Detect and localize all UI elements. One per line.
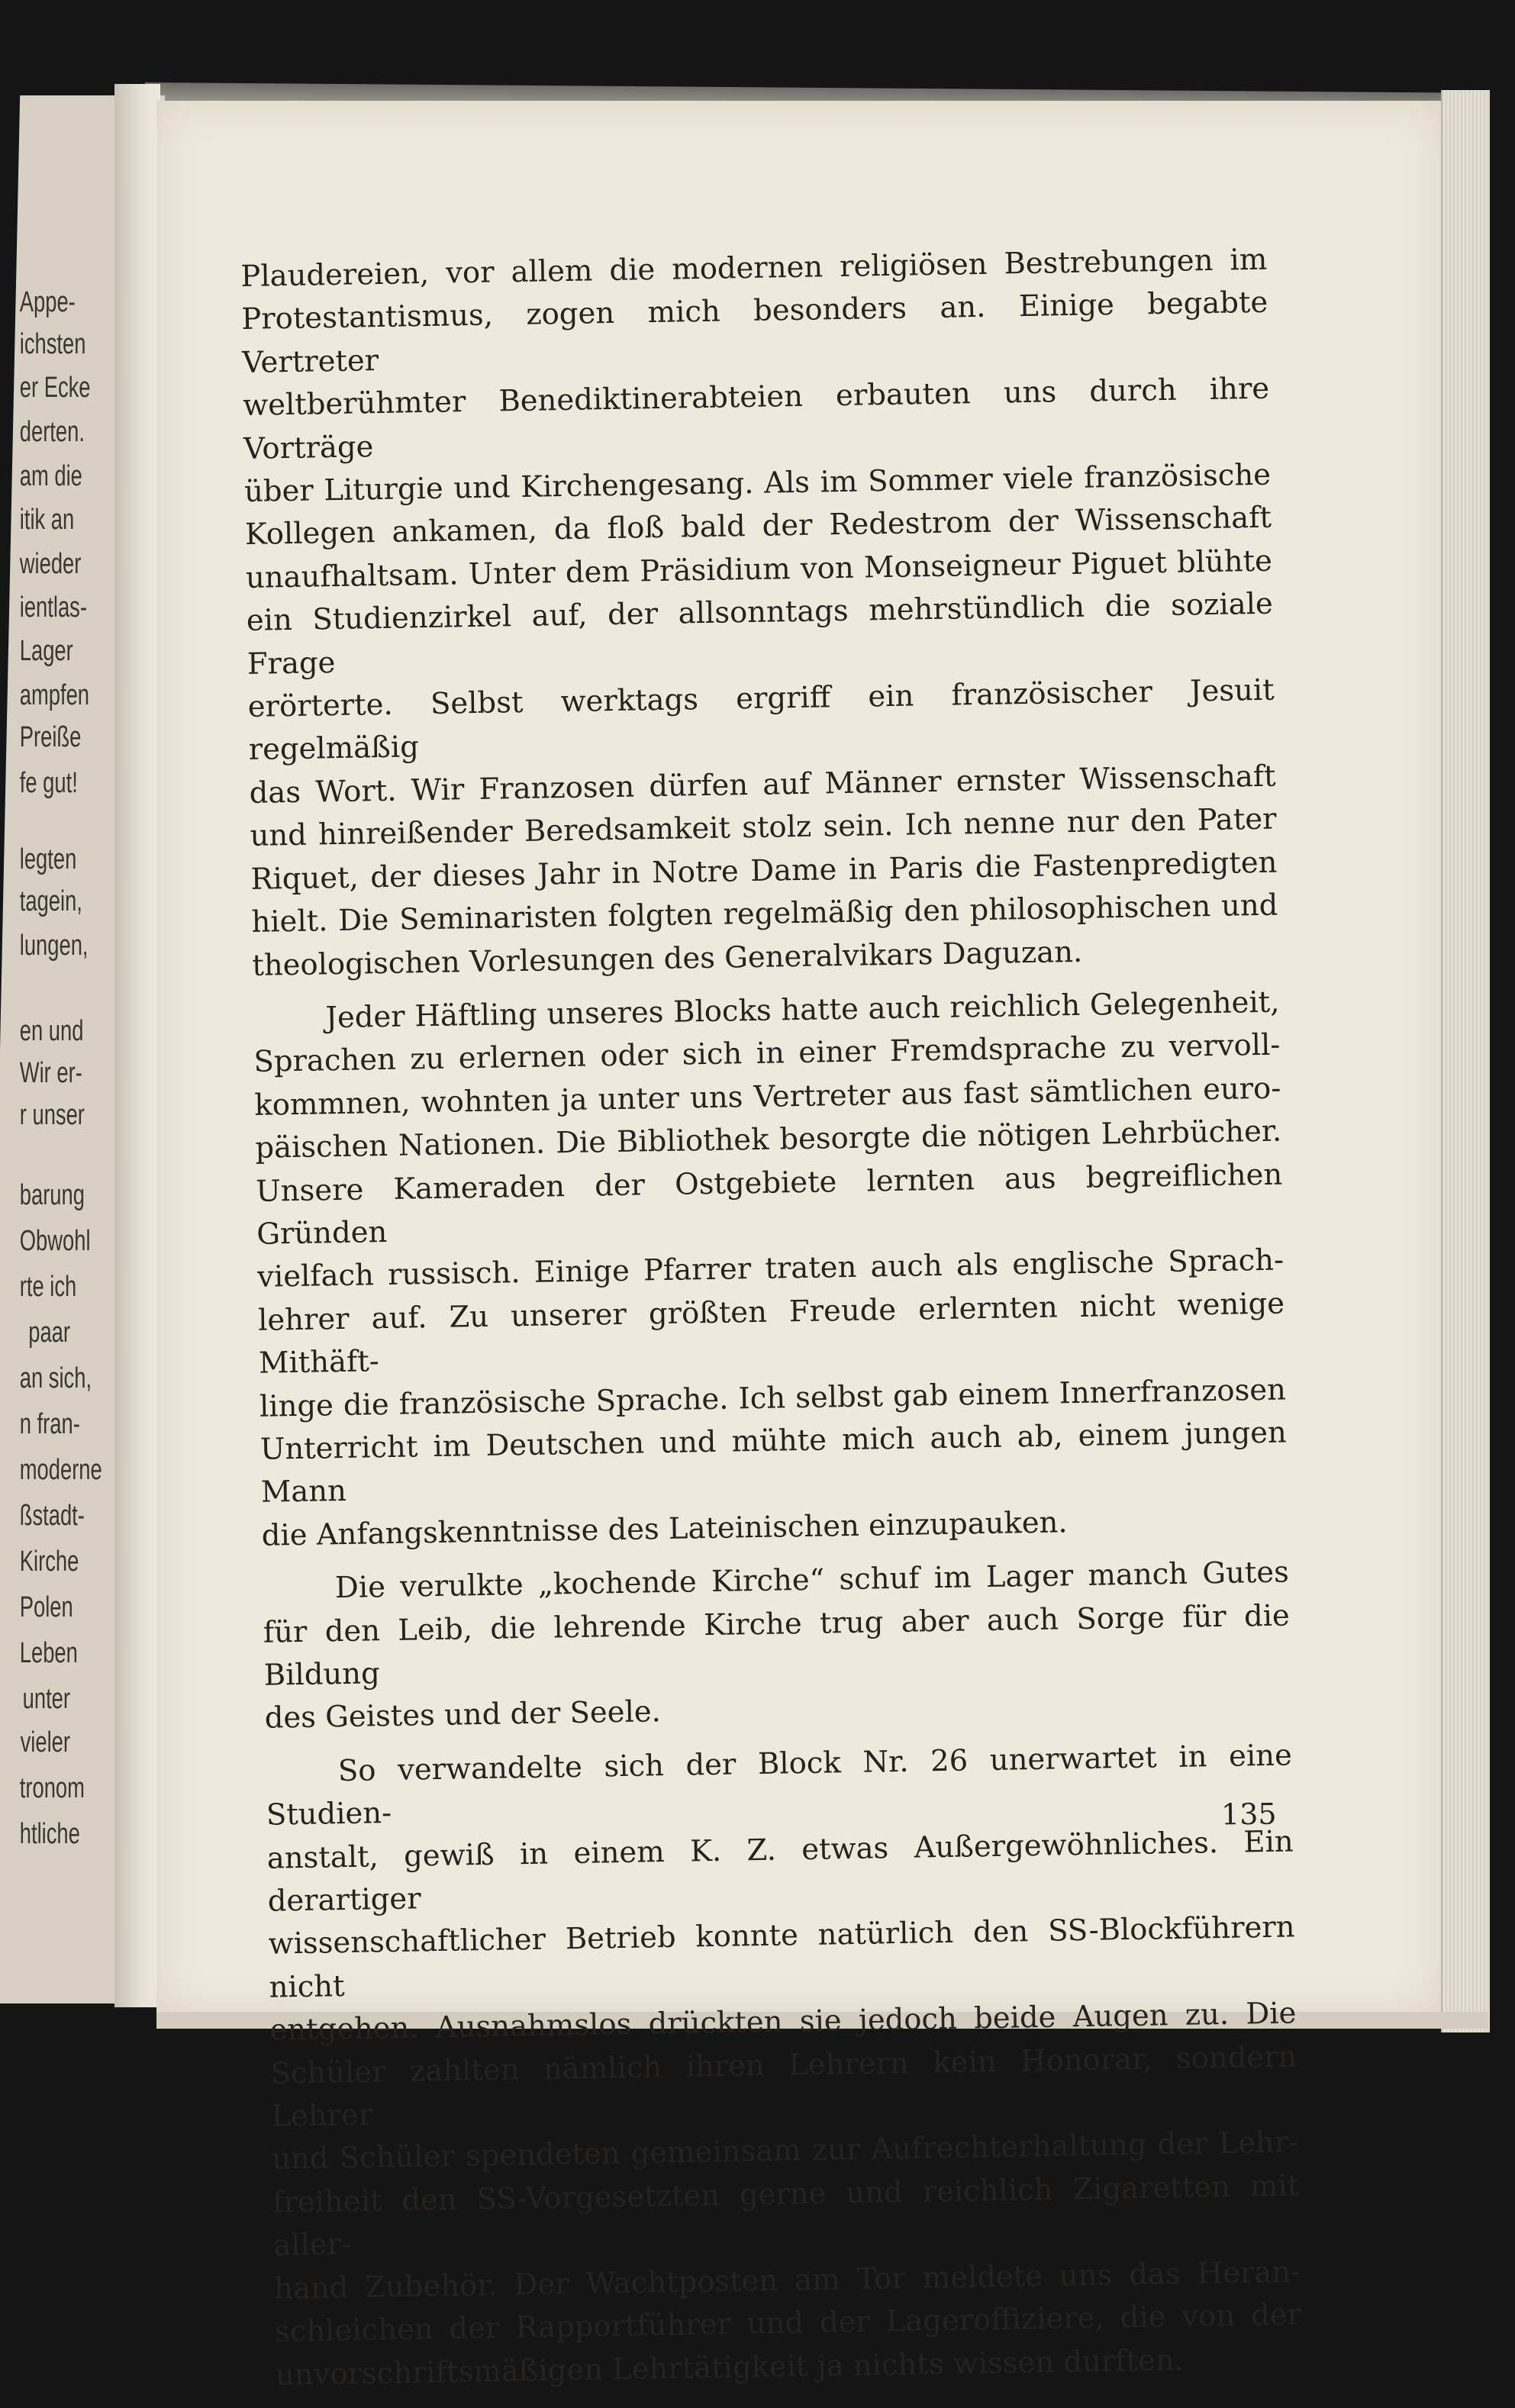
- left-page-line: r unser: [19, 1099, 85, 1131]
- text-line: anstalt, gewiß in einem K. Z. etwas Außergewöhnliches. Ein derartiger: [266, 1824, 1294, 1919]
- page-number: 135: [1220, 1797, 1277, 1832]
- text-line: vielfach russisch. Einige Pfarrer traten auch als englische Sprach-: [256, 1243, 1285, 1295]
- left-page-line: rte ich: [19, 1271, 77, 1303]
- left-page-line: paar: [28, 1317, 70, 1349]
- text-line: erörterte. Selbst werktags ergriff ein französischer Jesuit regelmäßig: [247, 672, 1275, 768]
- text-line: So verwandelte sich der Block Nr. 26 unerwartet in eine Studien-: [266, 1738, 1293, 1833]
- text-line: Unsere Kameraden der Ostgebiete lernten aus begreiflichen Gründen: [255, 1157, 1283, 1252]
- text-line: für den Leib, die lehrende Kirche trug aber auch Sorge für die Bildung: [263, 1598, 1291, 1693]
- left-page-line: en und: [19, 1015, 84, 1047]
- text-line: lehrer auf. Zu unserer größten Freude erlernten nicht wenige Mithäft-: [257, 1286, 1285, 1381]
- text-line: das Wort. Wir Franzosen dürfen auf Männer ernster Wissenschaft: [249, 759, 1276, 811]
- text-line: päischen Nationen. Die Bibliothek besorgte die nötigen Lehrbücher.: [255, 1114, 1282, 1165]
- text-line: entgehen. Ausnahmslos drückten sie jedoch beide Augen zu. Die: [269, 1996, 1297, 2048]
- left-page-line: Kirche: [19, 1546, 79, 1578]
- left-page-line: fe gut!: [19, 767, 78, 799]
- left-page-line: wieder: [19, 548, 82, 580]
- left-page-line: legten: [19, 843, 77, 875]
- text-line: weltberühmter Benediktinerabteien erbauten uns durch ihre Vorträge: [242, 371, 1270, 466]
- text-line: Sprachen zu erlernen oder sich in einer Fremdsprache zu vervoll-: [253, 1027, 1281, 1080]
- text-line: und hinreißender Beredsamkeit stolz sein. Ich nenne nur den Pater: [250, 801, 1277, 854]
- left-page-line: moderne: [19, 1454, 102, 1486]
- left-page-line: ampfen: [19, 679, 90, 711]
- left-page-line: barung: [19, 1179, 85, 1211]
- paragraph: [240, 239, 1279, 988]
- text-line: schleichen der Rapportführer und der Lageroffiziere, die von der: [274, 2297, 1302, 2349]
- text-line: kommnen, wohnten ja unter uns Vertreter aus fast sämtlichen euro-: [254, 1071, 1281, 1123]
- text-line: Kollegen ankamen, da floß bald der Redestrom der Wissenschaft: [244, 501, 1272, 553]
- page-edges: [1441, 90, 1490, 2032]
- left-page-line: Appe-: [19, 286, 76, 318]
- left-page-line: unter: [22, 1683, 70, 1715]
- left-page-line: vieler: [20, 1726, 71, 1758]
- left-page-line: Polen: [19, 1591, 73, 1623]
- paragraph: [253, 981, 1288, 1557]
- left-page-line: am die: [19, 460, 82, 492]
- text-line: Riquet, der dieses Jahr in Notre Dame in Paris die Fastenpredigten: [250, 845, 1278, 897]
- left-page-line: Leben: [19, 1637, 78, 1669]
- left-page-line: Preiße: [19, 721, 82, 753]
- body-text: [240, 239, 1303, 2408]
- text-line: die Anfangskenntnisse des Lateinischen einzupauken.: [261, 1505, 1068, 1553]
- left-page-gutter: [114, 84, 160, 2007]
- left-page-line: an sich,: [19, 1362, 92, 1394]
- text-line: Plaudereien, vor allem die modernen religiösen Bestrebungen im: [240, 242, 1268, 294]
- left-page-line: er Ecke: [19, 372, 91, 404]
- left-page-line: Obwohl: [19, 1225, 91, 1257]
- text-line: und Schüler spendeten gemeinsam zur Aufrechterhaltung der Lehr-: [271, 2125, 1299, 2178]
- text-line: hielt. Die Seminaristen folgten regelmäßig den philosophischen und: [251, 888, 1278, 940]
- left-page-line: tronom: [19, 1772, 85, 1804]
- text-line: wissenschaftlicher Betrieb konnte natürlich den SS-Blockführern nicht: [268, 1910, 1295, 2005]
- left-page-line: n fran-: [19, 1408, 80, 1440]
- left-page-line: ientlas-: [19, 592, 87, 624]
- paragraph: [265, 1734, 1302, 2397]
- left-page-line: lungen,: [19, 930, 89, 962]
- text-line: theologischen Vorlesungen des Generalvikars Daguzan.: [252, 934, 1083, 983]
- left-page-line: derten.: [19, 416, 85, 448]
- text-line: des Geistes und der Seele.: [264, 1694, 662, 1736]
- left-page-line: itik an: [19, 504, 75, 536]
- left-page-line: tagein,: [19, 885, 82, 917]
- text-line: unaufhaltsam. Unter dem Präsidium von Monseigneur Piguet blühte: [245, 543, 1273, 595]
- text-line: ein Studienzirkel auf, der allsonntags mehrstündlich die soziale Frage: [246, 586, 1274, 682]
- left-page-line: Wir er-: [19, 1057, 82, 1089]
- text-line: linge die französische Sprache. Ich selbst gab einem Innerfranzosen: [259, 1372, 1287, 1424]
- text-line: Unterricht im Deutschen und mühte mich auch ab, einem jungen Mann: [259, 1415, 1288, 1510]
- text-line: Die verulkte „kochende Kirche“ schuf im Lager manch Gutes: [334, 1555, 1290, 1606]
- text-line: unvorschriftsmäßigen Lehrtätigkeit ja nichts wissen durften.: [275, 2342, 1185, 2393]
- text-line: freiheit den SS-Vorgesetzten gerne und reichlich Zigaretten mit aller-: [272, 2168, 1300, 2263]
- left-page-line: Lager: [19, 635, 73, 667]
- text-line: Protestantismus, zogen mich besonders an. Einige begabte Vertreter: [241, 285, 1268, 380]
- text-line: hand Zubehör. Der Wachtposten am Tor meldete uns das Heran-: [273, 2255, 1301, 2306]
- left-page-line: ichsten: [19, 328, 86, 360]
- paragraph: [263, 1552, 1292, 1741]
- left-page-line: ßstadt-: [19, 1500, 85, 1532]
- text-line: Jeder Häftling unseres Blocks hatte auch reichlich Gelegenheit,: [325, 985, 1280, 1036]
- text-line: über Liturgie und Kirchengesang. Als im Sommer viele französische: [243, 457, 1272, 509]
- text-line: Schüler zahlten nämlich ihren Lehrern kein Honorar, sondern Lehrer: [270, 2039, 1297, 2134]
- left-page-line: htliche: [19, 1818, 80, 1850]
